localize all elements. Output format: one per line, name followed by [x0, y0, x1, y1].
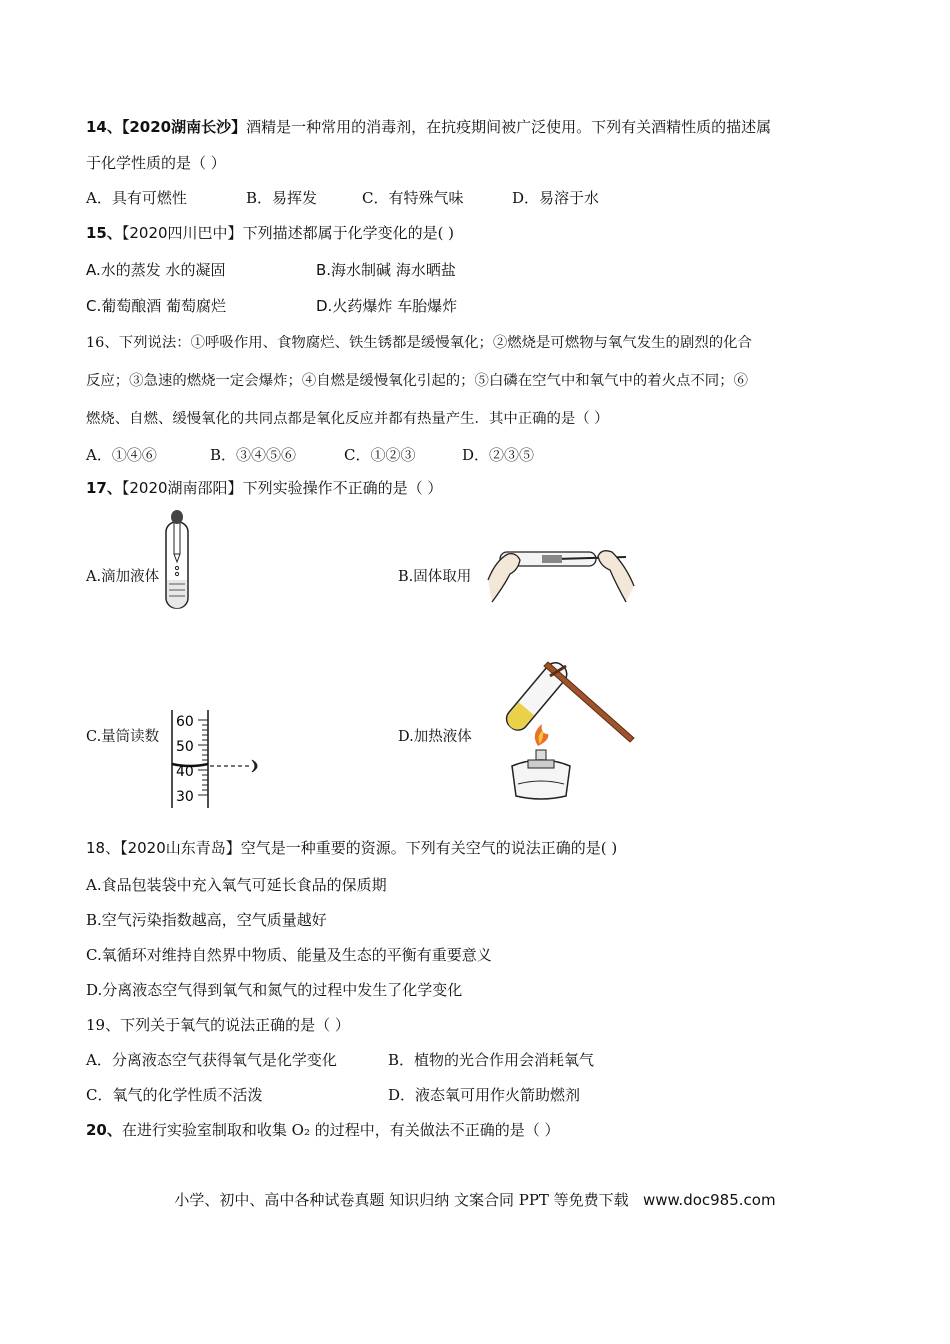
q14-option-d: D．易溶于水	[512, 189, 600, 207]
page-footer	[0, 1190, 950, 1210]
q14-option-a: A．具有可燃性	[86, 189, 187, 207]
solid-sampling-figure	[486, 540, 636, 610]
q18-line	[86, 838, 617, 858]
q19-line: 19、下列关于氧气的说法正确的是（ ）	[86, 1016, 350, 1034]
q14-line1	[86, 117, 771, 137]
q15-option-d: D.火药爆炸 车胎爆炸	[316, 297, 458, 315]
q19-option-d: D．液态氧可用作火箭助燃剂	[388, 1086, 581, 1104]
q18-option-b: B.空气污染指数越高，空气质量越好	[86, 911, 327, 929]
q15-source: 【2020四川巴中】	[121, 224, 243, 242]
q18-option-a: A.食品包装袋中充入氧气可延长食品的保质期	[86, 876, 387, 894]
cylinder-mark-40: 40	[176, 764, 194, 780]
q15-line	[86, 223, 454, 243]
dropper-test-tube-figure	[160, 510, 200, 610]
q16-option-b: B．③④⑤⑥	[210, 446, 297, 464]
q16-line1: 16、下列说法：①呼吸作用、食物腐烂、铁生锈都是缓慢氧化；②燃烧是可燃物与氧气发生的剧烈的化合	[86, 335, 752, 351]
q15-option-b: B.海水制碱 海水晒盐	[316, 261, 456, 279]
q14-number: 14、	[86, 118, 122, 136]
q14-source: 【2020湖南长沙】	[121, 118, 247, 136]
q16-line2: 反应；③急速的燃烧一定会爆炸；④自燃是缓慢氧化引起的；⑤白磷在空气中和氧气中的着火点不同；⑥	[86, 373, 748, 389]
cylinder-mark-50: 50	[176, 739, 194, 755]
cylinder-mark-60: 60	[176, 714, 194, 730]
q20-stem: 在进行实验室制取和收集 O₂ 的过程中，有关做法不正确的是（ ）	[121, 1121, 560, 1139]
q17-option-a: A.滴加液体	[86, 569, 160, 585]
q20-number: 20、	[86, 1121, 122, 1139]
q16-line3: 燃烧、自燃、缓慢氧化的共同点都是氧化反应并都有热量产生．其中正确的是（ ）	[86, 411, 609, 427]
q14-option-c: C．有特殊气味	[362, 189, 464, 207]
cylinder-mark-30: 30	[176, 789, 194, 805]
graduated-cylinder-figure	[170, 710, 270, 810]
q17-option-c: C.量筒读数	[86, 729, 160, 745]
q16-option-c: C．①②③	[344, 446, 416, 464]
q16-option-d: D．②③⑤	[462, 446, 535, 464]
q15-option-c: C.葡萄酿酒 葡萄腐烂	[86, 297, 227, 315]
footer-url[interactable]: www.doc985.com	[643, 1191, 776, 1209]
q15-option-a: A.水的蒸发 水的凝固	[86, 261, 226, 279]
q17-stem: 下列实验操作不正确的是（ ）	[242, 479, 443, 497]
q19-option-b: B．植物的光合作用会消耗氧气	[388, 1051, 595, 1069]
heating-liquid-figure	[490, 654, 640, 804]
q18-stem: 空气是一种重要的资源。下列有关空气的说法正确的是( )	[240, 839, 618, 857]
footer-text: 小学、初中、高中各种试卷真题 知识归纳 文案合同 PPT 等免费下载	[174, 1191, 629, 1209]
q17-option-d: D.加热液体	[398, 729, 472, 745]
q17-line	[86, 478, 442, 498]
q17-source: 【2020湖南邵阳】	[121, 479, 243, 497]
q14-stem: 酒精是一种常用的消毒剂，在抗疫期间被广泛使用。下列有关酒精性质的描述属	[246, 118, 772, 136]
q18-source: 【2020山东青岛】	[120, 839, 241, 857]
q20-line	[86, 1120, 560, 1140]
q19-option-c: C．氧气的化学性质不活泼	[86, 1086, 263, 1104]
q18-number: 18、	[86, 839, 121, 857]
q18-option-c: C.氧循环对维持自然界中物质、能量及生态的平衡有重要意义	[86, 946, 492, 964]
q16-option-a: A．①④⑥	[86, 446, 157, 464]
q18-option-d: D.分离液态空气得到氧气和氮气的过程中发生了化学变化	[86, 981, 463, 999]
q14-option-b: B．易挥发	[246, 189, 318, 207]
q17-option-b: B.固体取用	[398, 569, 472, 585]
q15-stem: 下列描述都属于化学变化的是( )	[242, 224, 455, 242]
q19-option-a: A．分离液态空气获得氧气是化学变化	[86, 1051, 337, 1069]
q14-line2: 于化学性质的是（ ）	[86, 154, 226, 172]
q17-number: 17、	[86, 479, 122, 497]
q15-number: 15、	[86, 224, 122, 242]
